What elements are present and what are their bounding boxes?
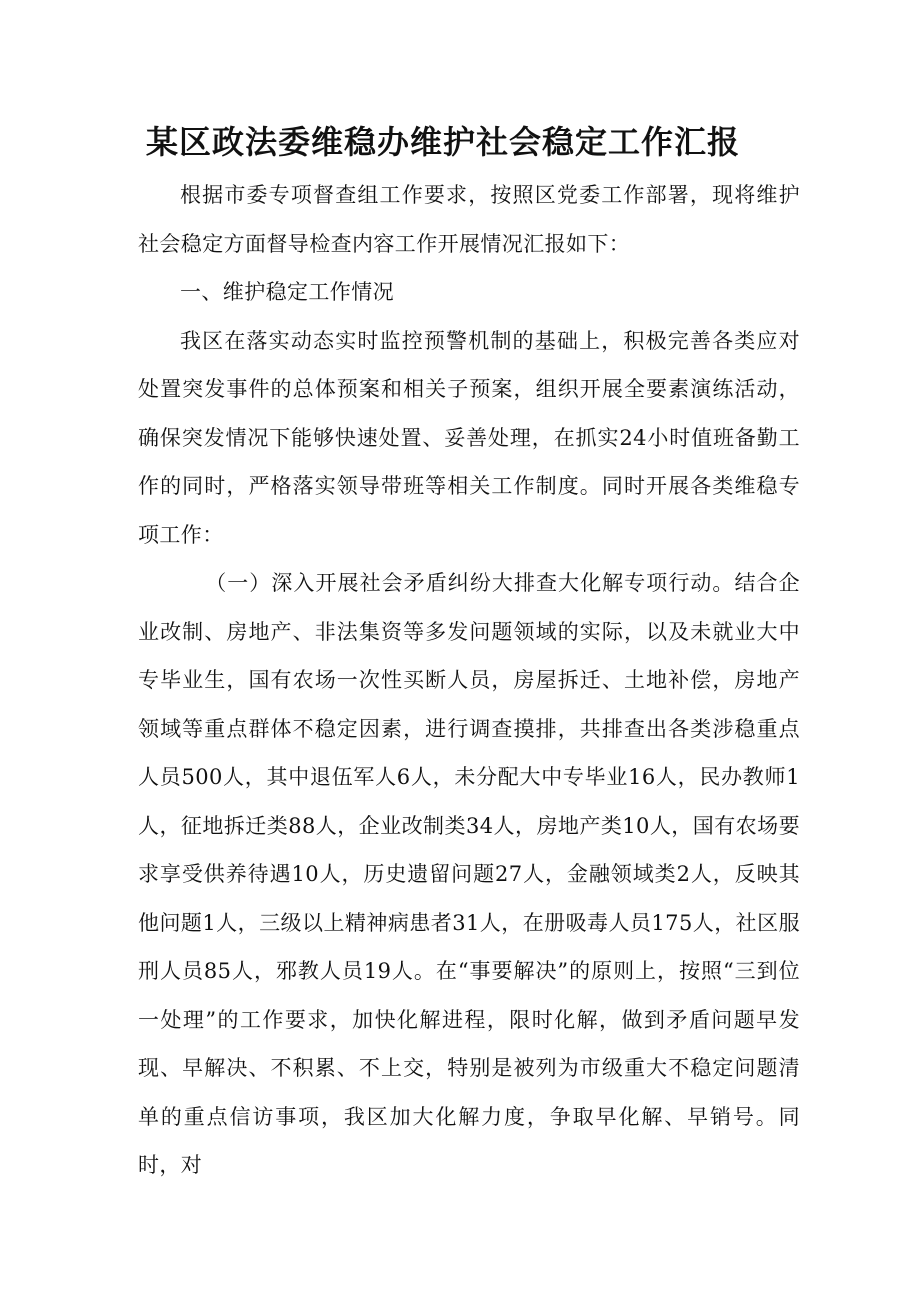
document-body <box>138 171 800 1190</box>
subsection-paragraph: （一）深入开展社会矛盾纠纷大排查大化解专项行动。结合企业改制、房地产、非法集资等多发问题领域的实际，以及未就业大中专毕业生，国有农场一次性买断人员，房屋拆迁、土地补偿，房地产领域等重点群体不稳定因素，进行调查摸排，共排查出各类涉稳重点人员500人，其中退伍军人6人，未分配大中专毕业16人，民办教师1人，征地拆迁类88人，企业改制类34人，房地产类10人，国有农场要求享受供养待遇10人，历史遗留问题27人，金融领域类2人，反映其他问题1人，三级以上精神病患者31人，在册吸毒人员175人，社区服刑人员85人，邪教人员19人。在“事要解决”的原则上，按照“三到位一处理”的工作要求，加快化解进程，限时化解，做到矛盾问题早发现、早解决、不积累、不上交，特别是被列为市级重大不稳定问题清单的重点信访事项，我区加大化解力度，争取早化解、早销号。同时，对 <box>138 571 800 1177</box>
document-title: 某区政法委维稳办维护社会稳定工作汇报 <box>145 123 740 161</box>
intro-paragraph: 根据市委专项督查组工作要求，按照区党委工作部署，现将维护社会稳定方面督导检查内容工作开展情况汇报如下： <box>138 183 800 256</box>
section-heading: 一、维护稳定工作情况 <box>180 280 394 304</box>
body-paragraph: 我区在落实动态实时监控预警机制的基础上，积极完善各类应对处置突发事件的总体预案和相关子预案，组织开展全要素演练活动，确保突发情况下能够快速处置、妥善处理，在抓实24小时值班备勤工作的同时，严格落实领导带班等相关工作制度。同时开展各类维稳专项工作： <box>138 328 800 547</box>
